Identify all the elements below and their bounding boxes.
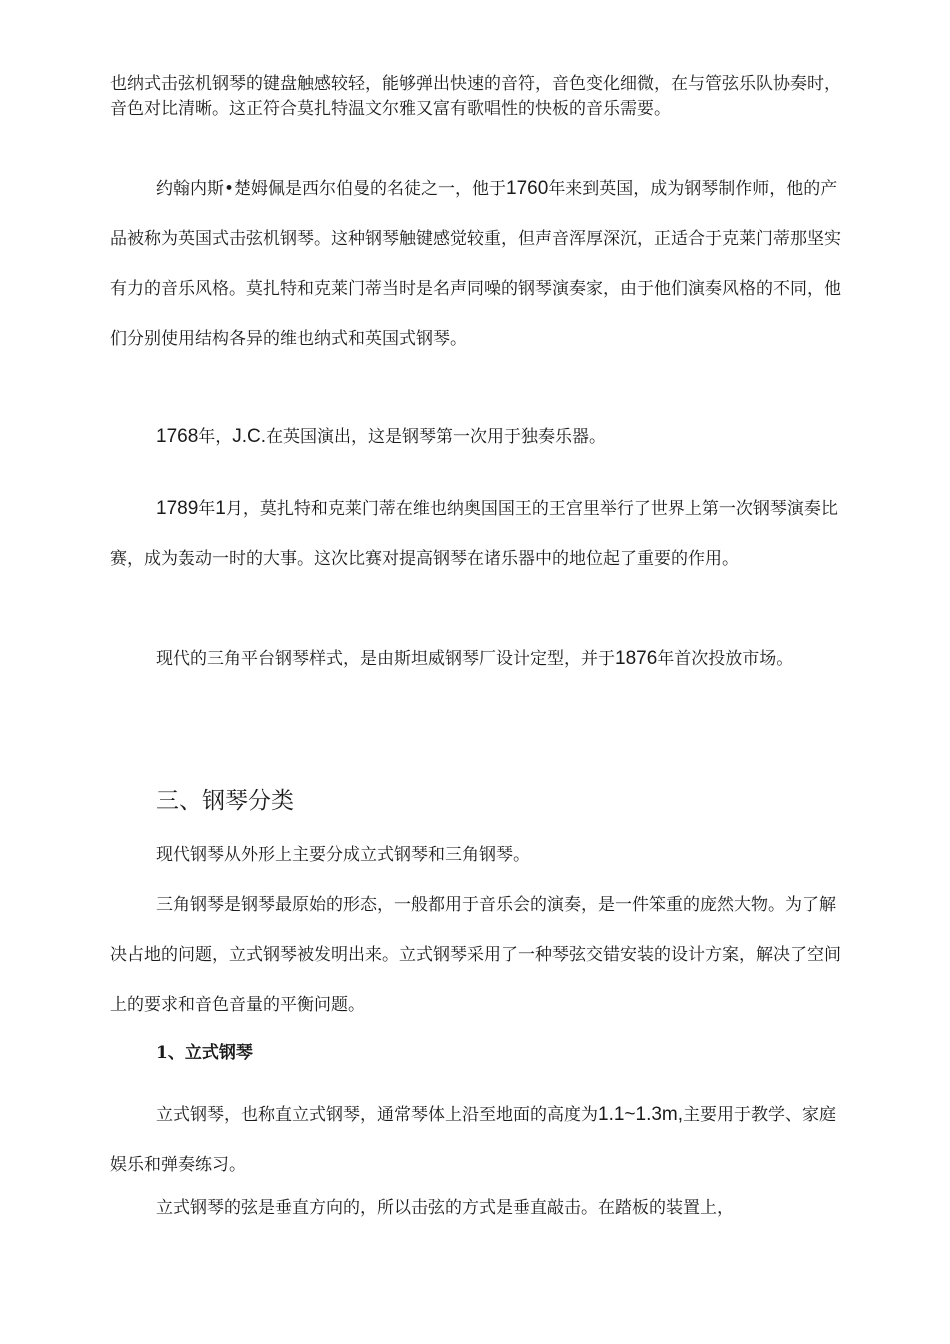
paragraph-upright-height (110, 1090, 845, 1190)
paragraph-upright-strings: 立式钢琴的弦是垂直方向的，所以击弦的方式是垂直敲击。在踏板的装置上， (156, 1198, 734, 1218)
text: 主要用于教学、家庭娱乐和弹奏练习。 (110, 1105, 837, 1175)
text: 约翰内斯•楚姆佩是西尔伯曼的名徒之一，他于 (156, 179, 507, 199)
text: 年， (198, 427, 233, 447)
subheading-upright-piano: 1、立式钢琴 (156, 1043, 253, 1063)
text: 年首次投放市场。 (657, 649, 794, 669)
name-jc: J.C. (232, 426, 267, 447)
text: 年来到英国，成为钢琴制作师，他的产品被称为英国式击弦机钢琴。这种钢琴触键感觉较重，但声音浑厚深沉，正适合于克莱门蒂那坚实有力的音乐风格。莫扎特和克莱门蒂当时是名声同噪的钢琴演奏家，由于他们演奏风格的不同，他们分别使用结构各异的维也纳式和英国式钢琴。 (110, 179, 841, 349)
paragraph-grand-piano: 三角钢琴是钢琴最原始的形态，一般都用于音乐会的演奏，是一件笨重的庞然大物。为了解决占地的问题，立式钢琴被发明出来。立式钢琴采用了一种琴弦交错安装的设计方案，解决了空间上的要求和音色音量的平衡问题。 (110, 895, 841, 1015)
height-range: 1.1~1.3m, (598, 1104, 684, 1125)
paragraph-zumpe (110, 164, 845, 364)
month-1: 1 (215, 498, 226, 519)
year-1760: 1760 (506, 178, 549, 199)
text: 年 (198, 499, 216, 519)
section-heading-piano-classification: 三、钢琴分类 (156, 788, 294, 814)
text: 立式钢琴，也称直立式钢琴，通常琴体上沿至地面的高度为 (156, 1105, 598, 1125)
paragraph-steinway (110, 634, 845, 684)
paragraph-1768 (110, 420, 845, 454)
year-1768: 1768 (156, 426, 199, 447)
text: 现代的三角平台钢琴样式，是由斯坦威钢琴厂设计定型，并于 (156, 649, 615, 669)
year-1876: 1876 (615, 648, 658, 669)
text: 月，莫扎特和克莱门蒂在维也纳奥国国王的王宫里举行了世界上第一次钢琴演奏比赛，成为轰动一时的大事。这次比赛对提高钢琴在诸乐器中的地位起了重要的作用。 (110, 499, 838, 569)
paragraph-vienna-action: 也纳式击弦机钢琴的键盘触感较轻，能够弹出快速的音符，音色变化细微，在与管弦乐队协奏时，音色对比清晰。这正符合莫扎特温文尔雅又富有歌唱性的快板的音乐需要。 (110, 74, 841, 119)
year-1789: 1789 (156, 498, 199, 519)
paragraph-classification-intro: 现代钢琴从外形上主要分成立式钢琴和三角钢琴。 (156, 845, 530, 865)
text: 在英国演出，这是钢琴第一次用于独奏乐器。 (266, 427, 607, 447)
paragraph-1789 (110, 484, 845, 584)
